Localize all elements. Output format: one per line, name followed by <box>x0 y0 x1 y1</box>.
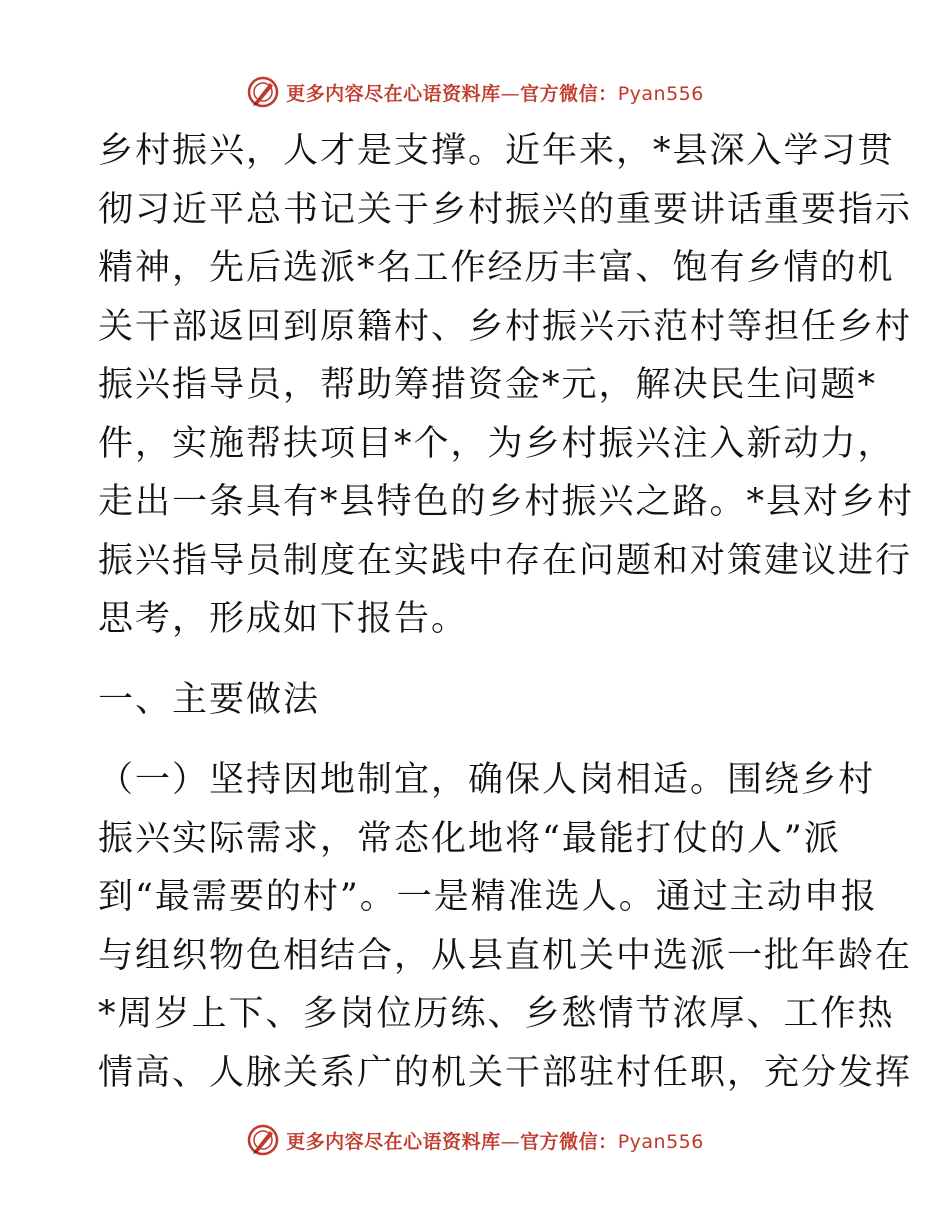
pen-logo-icon <box>246 1123 280 1157</box>
paragraph-intro <box>98 122 915 649</box>
watermark-banner-top <box>0 72 950 112</box>
text-line: 情高、人脉关系广的机关干部驻村任职，充分发挥 <box>98 1052 913 1093</box>
text-line: 彻习近平总书记关于乡村振兴的重要讲话重要指示 <box>98 189 913 230</box>
watermark-site-text: 更多内容尽在心语资料库 <box>286 1130 501 1153</box>
text-line: 与组织物色相结合，从县直机关中选派一批年龄在 <box>98 935 913 976</box>
text-line: 到“最需要的村”。一是精准选人。通过主动申报 <box>98 877 878 917</box>
watermark-banner-bottom <box>0 1120 950 1160</box>
text-line: 件，实施帮扶项目*个，为乡村振兴注入新动力， <box>98 423 895 464</box>
text-line: 走出一条具有*县特色的乡村振兴之路。*县对乡村 <box>98 482 915 522</box>
text-line: 振兴实际需求，常态化地将“最能打仗的人”派 <box>98 818 841 859</box>
watermark-wechat-label: 官方微信： <box>520 82 618 105</box>
watermark-account: Pyan556 <box>617 82 704 105</box>
text-line: 关干部返回到原籍村、乡村振兴示范村等担任乡村 <box>98 306 913 347</box>
watermark-wechat-label: 官方微信： <box>520 1130 618 1153</box>
watermark-text <box>286 79 704 106</box>
watermark-separator: — <box>500 82 521 105</box>
text-line: 精神，先后选派*名工作经历丰富、饱有乡情的机 <box>98 248 895 288</box>
paragraph-section-1 <box>98 751 913 1102</box>
text-line: 乡村振兴，人才是支撑。近年来，*县深入学习贯 <box>98 131 895 171</box>
text-line: 振兴指导员制度在实践中存在问题和对策建议进行 <box>98 540 913 581</box>
text-line: 思考，形成如下报告。 <box>98 599 469 639</box>
text-line: *周岁上下、多岗位历练、乡愁情节浓厚、工作热 <box>98 994 895 1034</box>
text-line: 振兴指导员，帮助筹措资金*元，解决民生问题* <box>98 365 878 405</box>
watermark-site-text: 更多内容尽在心语资料库 <box>286 82 501 105</box>
watermark-account: Pyan556 <box>617 1130 704 1153</box>
pen-logo-icon <box>246 75 280 109</box>
section-heading: 一、主要做法 <box>98 679 321 720</box>
text-line: （一）坚持因地制宜，确保人岗相适。围绕乡村 <box>98 760 876 800</box>
watermark-text <box>286 1127 704 1154</box>
watermark-separator: — <box>500 1130 521 1153</box>
document-body <box>98 122 915 1102</box>
